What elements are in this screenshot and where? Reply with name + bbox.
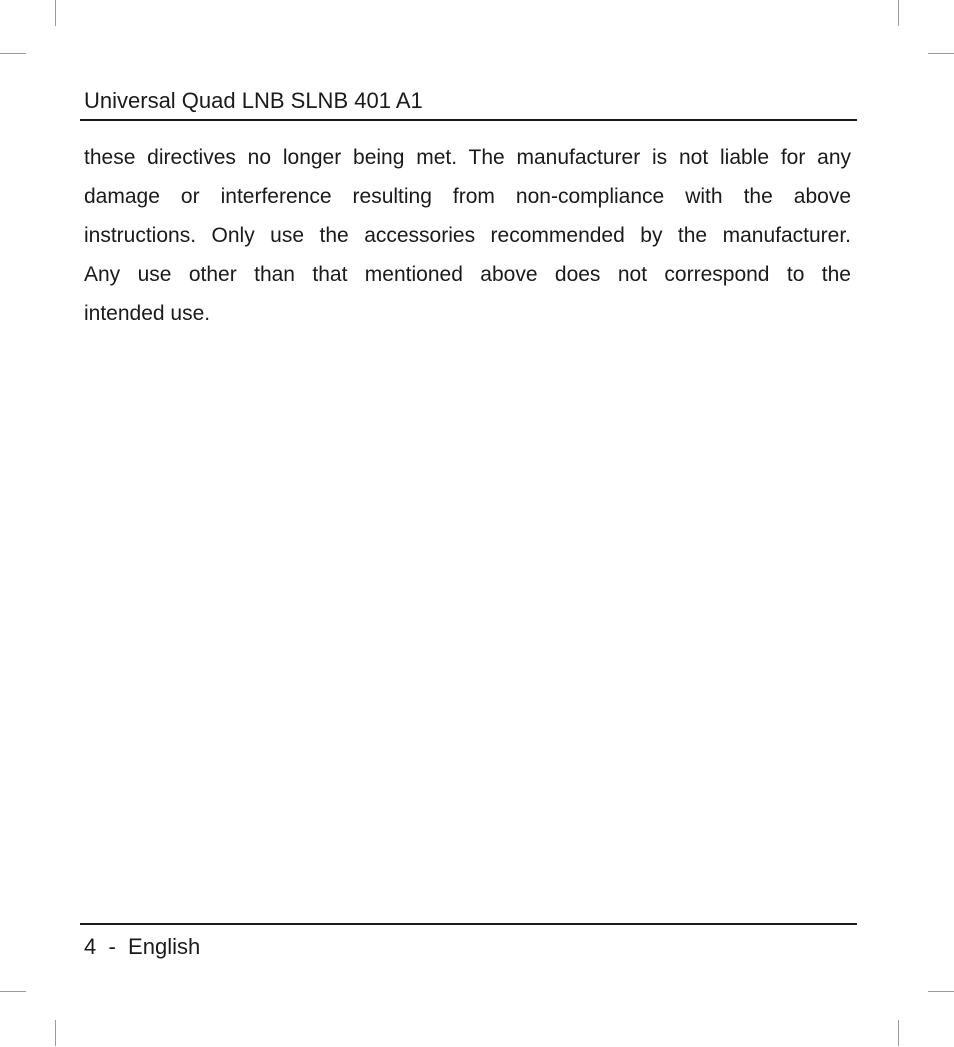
crop-mark-top-right-h	[928, 53, 954, 54]
paragraph-line: Any use other than that mentioned above does not correspond to the	[84, 263, 851, 286]
crop-mark-top-left-h	[0, 53, 26, 54]
page-footer	[84, 934, 200, 960]
crop-mark-top-right	[898, 0, 899, 26]
paragraph-line: damage or interference resulting from non-compliance with the above	[84, 185, 851, 208]
paragraph-line: intended use.	[84, 302, 211, 325]
paragraph-line: these directives no longer being met. The manufacturer is not liable for any	[84, 146, 851, 169]
paragraph-line: instructions. Only use the accessories recommended by the manufacturer.	[84, 224, 851, 247]
crop-mark-top-left	[55, 0, 56, 26]
body-paragraph	[84, 138, 851, 333]
footer-rule	[80, 923, 857, 925]
crop-mark-bottom-right	[898, 1020, 899, 1046]
crop-mark-bottom-left-h	[0, 991, 26, 992]
crop-mark-bottom-left	[55, 1020, 56, 1046]
crop-mark-bottom-right-h	[928, 991, 954, 992]
footer-language: English	[128, 934, 201, 959]
footer-separator: -	[108, 934, 116, 959]
page-number: 4	[84, 934, 97, 959]
page-header-title: Universal Quad LNB SLNB 401 A1	[84, 88, 423, 113]
header-rule	[80, 119, 857, 121]
